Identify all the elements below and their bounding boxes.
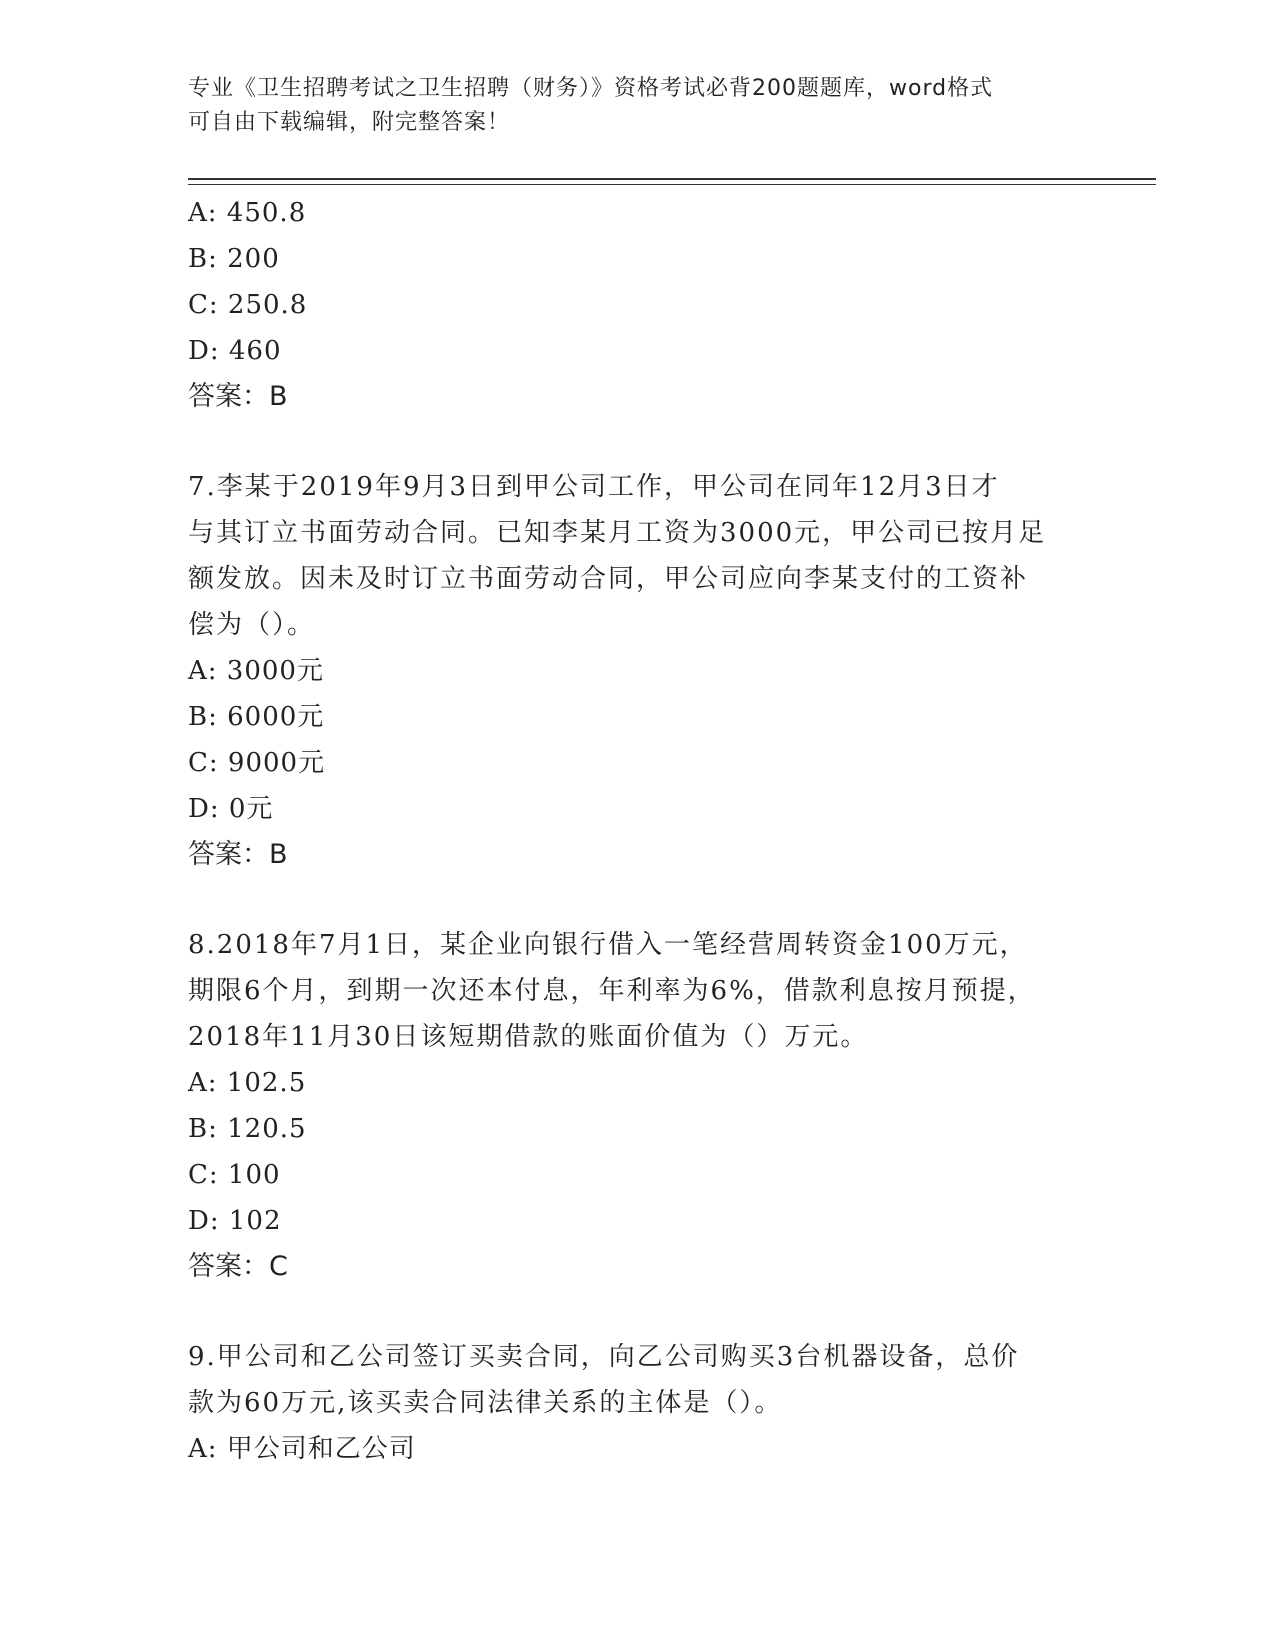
header-title-line-2: 可自由下载编辑，附完整答案！ bbox=[188, 110, 511, 135]
option-a: A: 102.5 bbox=[188, 1068, 307, 1098]
question-list bbox=[188, 190, 1088, 1472]
option-b: B: 120.5 bbox=[188, 1114, 307, 1144]
stem-line: 额发放。因未及时订立书面劳动合同，甲公司应向李某支付的工资补 bbox=[188, 564, 1029, 594]
option-a: A: 甲公司和乙公司 bbox=[188, 1434, 416, 1464]
question-6-block bbox=[188, 190, 1088, 420]
option-b: B: 6000元 bbox=[188, 702, 325, 732]
option-d: D: 102 bbox=[188, 1206, 282, 1236]
question-9-block bbox=[188, 1334, 1088, 1472]
stem-line: 期限6个月，到期一次还本付息，年利率为6%，借款利息按月预提， bbox=[188, 976, 1036, 1006]
answer-label: 答案：B bbox=[188, 381, 288, 412]
page-header bbox=[188, 72, 1088, 140]
header-divider-thick bbox=[188, 178, 1156, 180]
stem-line: 8.2018年7月1日，某企业向银行借入一笔经营周转资金100万元， bbox=[188, 930, 1028, 960]
header-divider-thin bbox=[188, 184, 1156, 185]
question-7-block bbox=[188, 464, 1088, 878]
stem-line: 2018年11月30日该短期借款的账面价值为（）万元。 bbox=[188, 1022, 869, 1052]
option-c: C: 250.8 bbox=[188, 290, 308, 320]
option-a: A: 3000元 bbox=[188, 656, 324, 686]
header-title-line-1: 专业《卫生招聘考试之卫生招聘（财务）》资格考试必背200题题库，word格式 bbox=[188, 76, 994, 101]
stem-line: 款为60万元,该买卖合同法律关系的主体是（）。 bbox=[188, 1388, 783, 1418]
stem-line: 9.甲公司和乙公司签订买卖合同，向乙公司购买3台机器设备，总价 bbox=[188, 1342, 1020, 1372]
option-a: A: 450.8 bbox=[188, 198, 307, 228]
option-c: C: 9000元 bbox=[188, 748, 326, 778]
question-stem bbox=[188, 464, 1068, 648]
question-stem bbox=[188, 1334, 1068, 1426]
stem-line: 与其订立书面劳动合同。已知李某月工资为3000元，甲公司已按月足 bbox=[188, 518, 1047, 548]
question-8-block bbox=[188, 922, 1088, 1290]
option-d: D: 460 bbox=[188, 336, 282, 366]
stem-line: 7.李某于2019年9月3日到甲公司工作，甲公司在同年12月3日才 bbox=[188, 472, 1000, 502]
option-d: D: 0元 bbox=[188, 794, 274, 824]
option-b: B: 200 bbox=[188, 244, 280, 274]
option-c: C: 100 bbox=[188, 1160, 281, 1190]
answer-label: 答案：C bbox=[188, 1251, 288, 1282]
answer-label: 答案：B bbox=[188, 839, 288, 870]
stem-line: 偿为（）。 bbox=[188, 610, 316, 640]
question-stem bbox=[188, 922, 1068, 1060]
